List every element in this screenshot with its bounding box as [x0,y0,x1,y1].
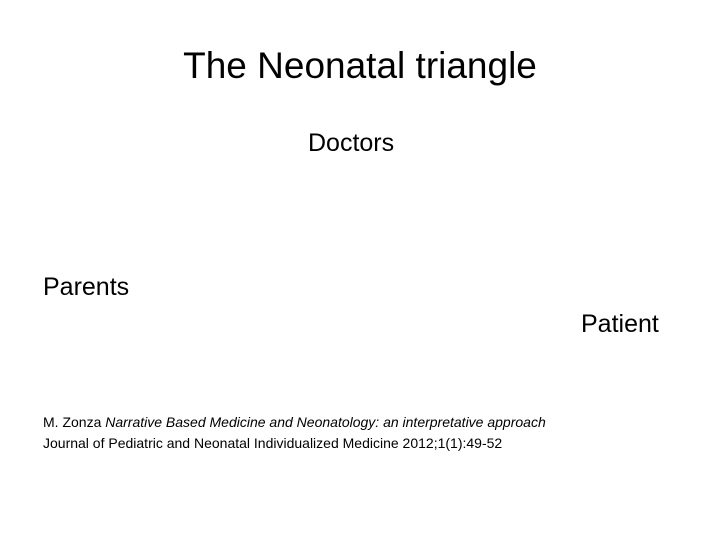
citation-title: Narrative Based Medicine and Neonatology: an interpretative approach [105,414,546,430]
citation [43,412,703,454]
triangle-node-parents: Parents [43,273,130,301]
citation-line-1 [43,412,703,433]
triangle-node-doctors: Doctors [308,129,395,157]
slide-title: The Neonatal triangle [183,45,537,86]
citation-journal: Journal of Pediatric and Neonatal Individualized Medicine 2012;1(1):49-52 [43,435,503,451]
triangle-node-patient: Patient [581,310,659,338]
citation-author: M. Zonza [43,414,102,430]
